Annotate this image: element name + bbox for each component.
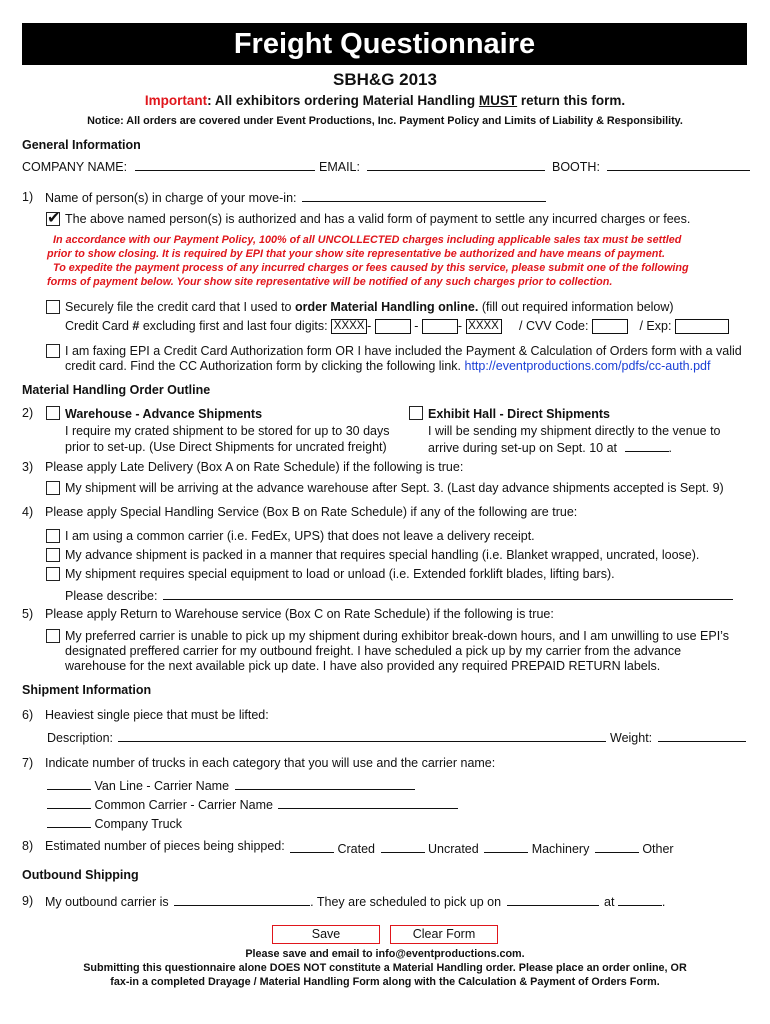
late-delivery-text: My shipment will be arriving at the advance warehouse after Sept. 3. (Last day advance shipments accepted is Sept. 9) [65,481,724,495]
pickup-time-field[interactable] [618,894,662,906]
footer-line-1: Please save and email to info@eventproductions.com. [245,948,525,960]
q5-number: 5) [22,607,34,621]
q7-number: 7) [22,756,34,770]
common-carrier-row: Common Carrier - Carrier Name [47,797,458,812]
q8-number: 8) [22,839,34,853]
save-button[interactable]: Save [272,925,380,944]
important-label: Important [144,93,208,108]
q6-number: 6) [22,708,34,722]
clear-form-button[interactable]: Clear Form [390,925,498,944]
warehouse-label: Warehouse - Advance Shipments [65,407,263,421]
q7-text: Indicate number of trucks in each category that you will use and the carrier name: [45,756,496,770]
warehouse-checkbox[interactable] [46,406,60,420]
form-subtitle: SBH&G 2013 [333,70,437,89]
credit-card-row: Credit Card # excluding first and last four digits: XXXX - - - XXXX / CVV Code: / Exp: [65,319,729,334]
weight-row: Weight: [610,730,746,745]
q6-text: Heaviest single piece that must be lifted: [45,708,269,722]
common-carrier-checkbox[interactable] [46,529,60,543]
fax-text-line2: credit card. Find the CC Authorization form by clicking the following link. http://eventproductions.com/pdfs/cc-auth.pdf [65,359,711,373]
company-truck-row: Company Truck [47,816,182,831]
exhibit-hall-label: Exhibit Hall - Direct Shipments [428,407,610,421]
special-packing-checkbox[interactable] [46,548,60,562]
q4-number: 4) [22,505,34,519]
description-row: Description: [47,730,606,745]
common-carrier-count-field[interactable] [47,797,91,809]
section-heading-material: Material Handling Order Outline [22,383,211,397]
booth-field[interactable] [607,159,750,171]
authorized-text: The above named person(s) is authorized and has a valid form of payment to settle any incurred charges or fees. [65,212,691,226]
pieces-row: Crated Uncrated Machinery Other [290,841,674,856]
company-name-row [22,159,315,174]
warehouse-desc-2: prior to set-up. (Use Direct Shipments for uncrated freight) [65,440,387,454]
fax-checkbox[interactable] [46,344,60,358]
exhibit-hall-checkbox[interactable] [409,406,423,420]
other-field[interactable] [595,841,639,853]
warehouse-desc-1: I require my crated shipment to be stored for up to 30 days [65,424,390,438]
q1-number: 1) [22,190,34,204]
late-delivery-checkbox[interactable] [46,481,60,495]
description-field[interactable] [118,730,606,742]
email-row [319,159,545,174]
email-field[interactable] [367,159,545,171]
q3-text: Please apply Late Delivery (Box A on Rate Schedule) if the following is true: [45,460,464,474]
booth-row [552,159,750,174]
describe-field[interactable] [163,588,733,600]
cc-last-digits-field[interactable]: XXXX [466,319,502,334]
section-heading-shipment: Shipment Information [22,683,152,697]
q8-text: Estimated number of pieces being shipped: [45,839,285,853]
footer-line-2: Submitting this questionnaire alone DOES NOT constitute a Material Handling order. Please place an order online, OR [83,962,687,974]
exhibit-hall-desc-2: arrive during set-up on Sept. 10 at . [428,441,672,455]
describe-row: Please describe: [65,588,733,603]
q2-number: 2) [22,406,34,420]
crated-field[interactable] [290,841,334,853]
section-heading-general: General Information [22,138,141,152]
q4-text: Please apply Special Handling Service (Box B on Rate Schedule) if any of the following are true: [45,505,578,519]
liability-notice: Notice: All orders are covered under Event Productions, Inc. Payment Policy and Limits of Liability & Responsibility. [87,115,683,127]
van-line-count-field[interactable] [47,778,91,790]
exp-field[interactable] [675,319,729,334]
authorized-checkbox[interactable] [46,212,60,226]
return-warehouse-line1: My preferred carrier is unable to pick up my shipment during exhibitor break-down hours, and I am unwilling to use EPI’s [65,629,729,643]
setup-time-field[interactable] [625,440,669,452]
common-carrier-name-field[interactable] [278,797,458,809]
footer-line-3: fax-in a completed Drayage / Material Handling Form along with the Calculation & Payment of Orders Form. [110,976,660,988]
must-text: MUST [478,93,518,108]
cc-auth-link[interactable]: http://eventproductions.com/pdfs/cc-auth.pdf [464,359,711,373]
uncrated-field[interactable] [381,841,425,853]
van-line-row: Van Line - Carrier Name [47,778,415,793]
return-warehouse-checkbox[interactable] [46,629,60,643]
van-line-carrier-field[interactable] [235,778,415,790]
return-warehouse-line3: warehouse for the next available pick up date. I have also provided any required PREPAID RETURN labels. [65,659,661,673]
person-in-charge-field[interactable] [302,190,546,202]
return-warehouse-line2: designated preffered carrier for my outbound freight. I have scheduled a pick up by my carrier from the advance [65,644,682,658]
exp-label: / Exp: [639,319,672,333]
pickup-date-field[interactable] [507,894,599,906]
cvv-field[interactable] [592,319,628,334]
q1-row [45,190,546,205]
special-equipment-checkbox[interactable] [46,567,60,581]
form-title: Freight Questionnaire [22,23,747,65]
cc-middle-1-field[interactable] [375,319,411,334]
cc-online-text: Securely file the credit card that I used to order Material Handling online. (fill out required information below) [65,300,674,314]
payment-warning: In accordance with our Payment Policy, 100% of all UNCOLLECTED charges including applicable sales tax must be settled prior to show closing. It is required by EPI that your show site representative be authorized and have means of payment. To expedite the payment process of any incurred charges or fees caused by this service, please submit one of the following forms of payment below. Your show site representative will be notified of any such charges prior to collection. [47,234,689,288]
company-name-field[interactable] [135,159,315,171]
q9-row: My outbound carrier is . They are scheduled to pick up on at . [45,895,666,909]
section-heading-outbound: Outbound Shipping [22,868,139,882]
weight-field[interactable] [658,730,746,742]
outbound-carrier-field[interactable] [174,894,310,906]
q9-number: 9) [22,894,34,908]
special-packing-text: My advance shipment is packed in a manner that requires special handling (i.e. Blanket wrapped, uncrated, loose). [65,548,700,562]
cc-first-digits-field[interactable]: XXXX [331,319,367,334]
exhibit-hall-desc-1: I will be sending my shipment directly to the venue to [428,424,721,438]
company-name-label: COMPANY NAME: [22,160,128,174]
cvv-label: / CVV Code: [519,319,589,333]
special-equipment-text: My shipment requires special equipment to load or unload (i.e. Extended forklift blades, lifting bars). [65,567,615,581]
q5-text: Please apply Return to Warehouse service (Box C on Rate Schedule) if the following is true: [45,607,554,621]
cc-middle-2-field[interactable] [422,319,458,334]
cc-online-checkbox[interactable] [46,300,60,314]
email-label: EMAIL: [319,160,360,174]
fax-text-line1: I am faxing EPI a Credit Card Authorization form OR I have included the Payment & Calculation of Orders form with a valid [65,344,742,358]
important-notice: Important: All exhibitors ordering Material Handling MUST return this form. [144,93,626,108]
q1-text: Name of person(s) in charge of your move-in: [45,191,297,205]
machinery-field[interactable] [484,841,528,853]
q3-number: 3) [22,460,34,474]
booth-label: BOOTH: [552,160,600,174]
common-carrier-text: I am using a common carrier (i.e. FedEx, UPS) that does not leave a delivery receipt. [65,529,535,543]
company-truck-count-field[interactable] [47,816,91,828]
